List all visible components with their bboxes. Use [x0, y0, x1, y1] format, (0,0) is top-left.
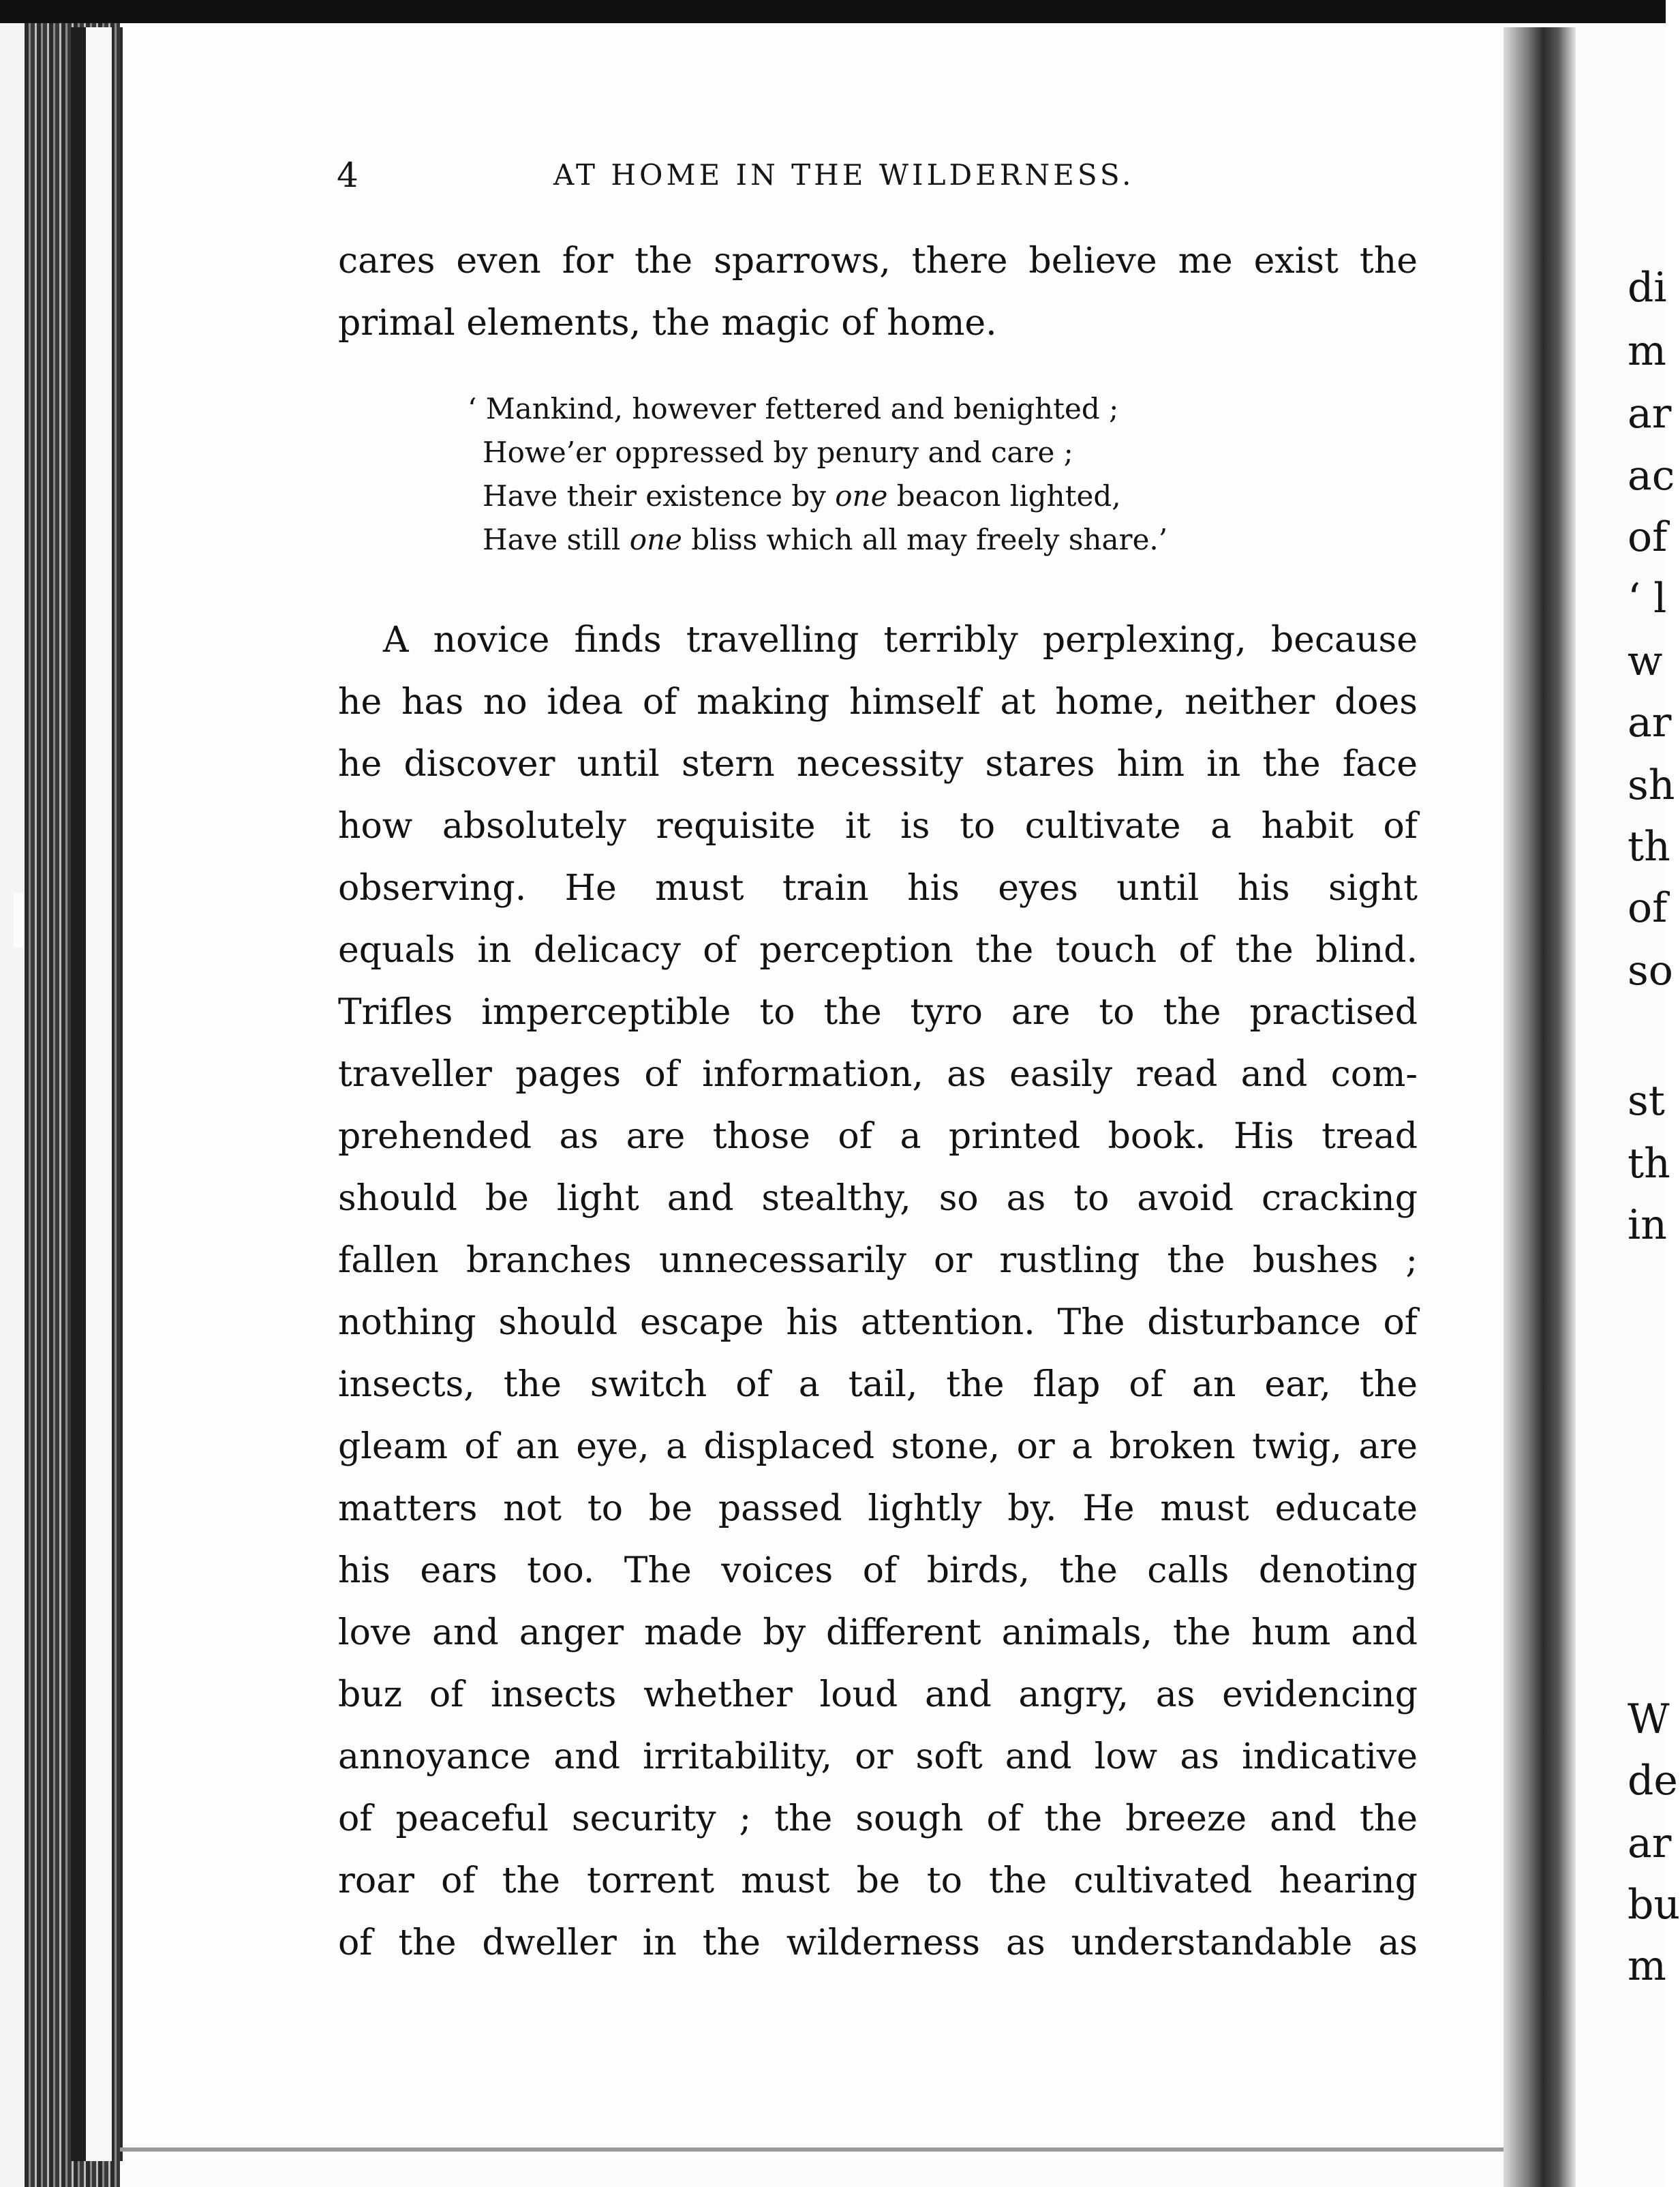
- verse-text: Have their existence by: [483, 479, 836, 513]
- facing-page-fragment: st: [1628, 1077, 1665, 1125]
- text-line: prehended as are those of a printed book. His tread: [338, 1116, 1418, 1157]
- text-line: primal elements, the magic of home.: [338, 303, 997, 344]
- text-line: traveller pages of information, as easily read and com-: [338, 1054, 1418, 1095]
- left-page-edge: [0, 23, 25, 2187]
- facing-page-fragment: bu: [1628, 1881, 1680, 1929]
- text-line: roar of the torrent must be to the cultivated hearing: [338, 1860, 1418, 1901]
- text-line: gleam of an eye, a displaced stone, or a broken twig, are: [338, 1426, 1418, 1467]
- verse-text: beacon lighted,: [887, 479, 1121, 513]
- page-header: [0, 155, 1666, 203]
- facing-page-fragment: m: [1628, 327, 1666, 375]
- facing-page-fragment: of: [1628, 884, 1668, 932]
- verse-emphasis: one: [629, 523, 682, 556]
- facing-page-fragment: th: [1628, 823, 1670, 871]
- text-line: matters not to be passed lightly by. He must educate: [338, 1488, 1418, 1529]
- verse-line: [468, 474, 1418, 518]
- text-line: annoyance and irritability, or soft and low as indicative: [338, 1736, 1418, 1777]
- text-line: insects, the switch of a tail, the flap of an ear, the: [338, 1364, 1418, 1405]
- text-line: Trifles imperceptible to the tyro are to the practised: [338, 992, 1418, 1033]
- text-line: of peaceful security ; the sough of the breeze and the: [338, 1798, 1418, 1839]
- facing-page-fragment: sh: [1628, 761, 1675, 809]
- text-line: observing. He must train his eyes until his sight: [338, 868, 1418, 909]
- facing-page-fragment: ar: [1628, 699, 1672, 746]
- verse-text: Have still: [483, 523, 630, 556]
- verse-line: ‘ Mankind, however fettered and benighted ;: [468, 392, 1119, 425]
- page-bottom-edge: [120, 2147, 1503, 2152]
- facing-page-fragment: ‘ l: [1628, 575, 1667, 622]
- text-line: should be light and stealthy, so as to avoid cracking: [338, 1178, 1418, 1219]
- text-line: fallen branches unnecessarily or rustling the bushes ;: [338, 1240, 1418, 1281]
- binding-inner-shadow: [71, 27, 112, 2161]
- facing-page: [1576, 27, 1680, 2187]
- facing-page-fragment: de: [1628, 1757, 1678, 1805]
- facing-page-fragment: so: [1628, 947, 1673, 995]
- verse-line: [468, 518, 1418, 562]
- text-line: of the dweller in the wilderness as understandable as: [338, 1922, 1418, 1963]
- text-line: love and anger made by different animals, the hum and: [338, 1612, 1418, 1653]
- body-paragraph: [338, 609, 1418, 1974]
- facing-page-fragment: W: [1628, 1695, 1670, 1743]
- text-line: A novice finds travelling terribly perplexing, because: [383, 620, 1418, 661]
- text-line: equals in delicacy of perception the touch of the blind.: [338, 930, 1418, 971]
- running-title: AT HOME IN THE WILDERNESS.: [553, 158, 1135, 192]
- facing-page-fragment: di: [1628, 264, 1667, 312]
- text-line: he discover until stern necessity stares him in the face: [338, 744, 1418, 785]
- verse-quotation: [468, 387, 1418, 562]
- facing-page-fragment: th: [1628, 1140, 1670, 1188]
- text-line: his ears too. The voices of birds, the calls denoting: [338, 1550, 1418, 1591]
- facing-page-fragment: m: [1628, 1942, 1666, 1990]
- text-line: nothing should escape his attention. The disturbance of: [338, 1302, 1418, 1343]
- facing-page-fragment: in: [1628, 1201, 1667, 1249]
- text-line: he has no idea of making himself at home, neither does: [338, 682, 1418, 723]
- scanner-top-border: [0, 0, 1666, 23]
- text-line: how absolutely requisite it is to cultivate a habit of: [338, 806, 1418, 847]
- facing-page-fragment: ar: [1628, 1820, 1672, 1867]
- verse-line: Howe’er oppressed by penury and care ;: [483, 436, 1073, 469]
- facing-page-fragment: of: [1628, 513, 1668, 561]
- text-line: buz of insects whether loud and angry, as evidencing: [338, 1674, 1418, 1715]
- verse-text: bliss which all may freely share.’: [682, 523, 1168, 556]
- page-number: 4: [337, 155, 358, 195]
- text-line: cares even for the sparrows, there believe me exist the: [338, 241, 1418, 282]
- page-gutter-shadow: [1503, 27, 1576, 2187]
- facing-page-fragment: ac: [1628, 452, 1675, 500]
- verse-emphasis: one: [835, 479, 888, 513]
- facing-page-fragment: w: [1628, 637, 1663, 685]
- page-body: [338, 230, 1418, 1974]
- facing-page-fragment: ar: [1628, 390, 1672, 438]
